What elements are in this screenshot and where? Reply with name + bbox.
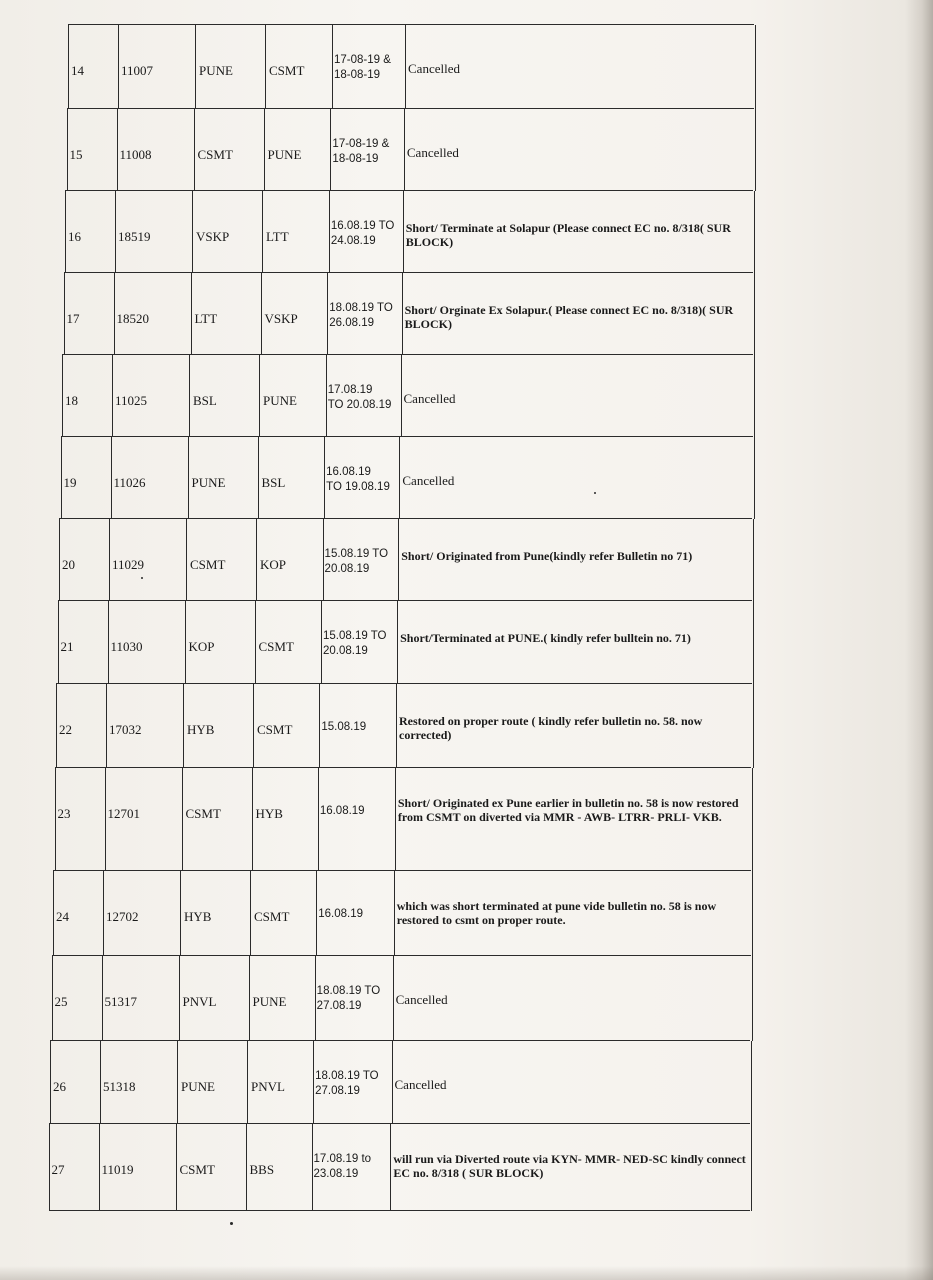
remarks-text: Short/ Orginate Ex Solapur.( Please connect EC no. 8/318)( SUR BLOCK) xyxy=(404,303,734,331)
serial-cell xyxy=(50,1041,101,1124)
from-station-cell xyxy=(182,768,253,871)
train-number-cell xyxy=(115,191,193,273)
from-station-text: PNVL xyxy=(182,994,217,1009)
to-station-text: KOP xyxy=(260,557,287,572)
remarks-cell xyxy=(395,768,753,871)
remarks-text: Short/ Originated from Pune(kindly refer Bulletin no 71) xyxy=(401,549,693,563)
date-cell xyxy=(318,768,396,871)
serial-text: 25 xyxy=(54,994,68,1009)
train-number-cell xyxy=(112,355,190,437)
from-station-text: CSMT xyxy=(179,1162,215,1177)
to-station-text: PUNE xyxy=(252,994,287,1009)
date-cell xyxy=(332,25,406,109)
table-row xyxy=(50,1040,750,1124)
to-station-cell xyxy=(247,1041,314,1124)
table-row xyxy=(49,1123,751,1211)
train-number-text: 11025 xyxy=(115,393,148,408)
serial-text: 20 xyxy=(62,557,75,572)
table-row xyxy=(64,272,754,355)
serial-cell xyxy=(52,956,103,1041)
from-station-cell xyxy=(194,109,265,191)
table-row xyxy=(59,518,752,601)
from-station-text: KOP xyxy=(188,639,215,654)
serial-cell xyxy=(59,519,110,601)
train-number-cell xyxy=(103,871,181,956)
table-row xyxy=(58,600,752,684)
serial-text: 17 xyxy=(66,311,80,326)
to-station-cell xyxy=(249,956,316,1041)
remarks-text: Short/ Originated ex Pune earlier in bulletin no. 58 is now restored from CSMT on diverted via MMR - AWB- LTRR- PRLI- VKB. xyxy=(397,796,739,824)
to-station-text: PUNE xyxy=(263,393,297,408)
serial-text: 19 xyxy=(63,475,77,490)
train-number-text: 18519 xyxy=(118,229,151,244)
date-text: 15.08.19 TO 20.08.19 xyxy=(324,548,389,575)
table-row xyxy=(53,870,751,956)
date-cell xyxy=(315,956,394,1041)
date-text: 16.08.19 TO 24.08.19 xyxy=(330,220,395,247)
serial-text: 16 xyxy=(68,229,81,244)
date-cell xyxy=(326,355,402,437)
train-number-cell xyxy=(105,768,183,871)
from-station-text: LTT xyxy=(194,311,218,326)
remarks-cell xyxy=(404,109,756,191)
remarks-text: Restored on proper route ( kindly refer bulletin no. 58. now corrected) xyxy=(399,714,703,742)
remarks-text: will run via Diverted route via KYN- MMR- NED-SC kindly connect EC no. 8/318 ( SUR BLOCK) xyxy=(393,1152,746,1180)
to-station-text: BBS xyxy=(249,1162,275,1177)
remarks-cell xyxy=(397,601,754,684)
train-number-text: 17032 xyxy=(109,722,142,737)
train-number-text: 11030 xyxy=(110,639,143,654)
train-number-cell xyxy=(102,956,180,1041)
date-cell xyxy=(312,1124,392,1211)
date-text: 17.08.19 to 23.08.19 xyxy=(313,1153,372,1180)
from-station-cell xyxy=(188,437,259,519)
train-number-cell xyxy=(106,684,184,768)
remarks-text: Cancelled xyxy=(394,1077,447,1092)
serial-cell xyxy=(61,437,112,519)
date-text: 16.08.19 TO 19.08.19 xyxy=(326,466,390,493)
date-text: 15.08.19 TO 20.08.19 xyxy=(322,630,387,657)
table-row xyxy=(62,354,753,437)
from-station-cell xyxy=(180,871,251,956)
to-station-text: CSMT xyxy=(269,63,305,78)
from-station-text: CSMT xyxy=(185,806,221,821)
serial-cell xyxy=(53,871,104,956)
table-bottom-border xyxy=(49,1210,751,1211)
serial-text: 14 xyxy=(71,63,84,78)
train-number-cell xyxy=(99,1124,177,1211)
to-station-text: VSKP xyxy=(264,311,298,326)
train-number-text: 12701 xyxy=(107,806,140,821)
date-cell xyxy=(329,191,404,273)
train-number-text: 11007 xyxy=(121,63,154,78)
remarks-cell xyxy=(399,437,754,519)
train-number-cell xyxy=(108,601,186,684)
to-station-cell xyxy=(259,355,327,437)
to-station-cell xyxy=(265,25,333,109)
serial-text: 27 xyxy=(51,1162,65,1177)
remarks-text: Cancelled xyxy=(403,391,456,406)
serial-text: 18 xyxy=(65,393,78,408)
date-cell xyxy=(319,684,397,768)
date-text: 18.08.19 TO 27.08.19 xyxy=(316,985,381,1012)
from-station-cell xyxy=(191,273,262,355)
serial-cell xyxy=(55,768,106,871)
table-row xyxy=(65,190,753,273)
serial-cell xyxy=(58,601,109,684)
remarks-text: Short/ Terminate at Solapur (Please connect EC no. 8/318( SUR BLOCK) xyxy=(405,221,731,249)
remarks-cell xyxy=(398,519,754,601)
table-row xyxy=(52,955,751,1041)
to-station-text: HYB xyxy=(255,806,283,821)
date-text: 16.08.19 xyxy=(318,908,364,920)
train-number-cell xyxy=(100,1041,178,1124)
date-text: 15.08.19 xyxy=(321,721,367,733)
date-cell xyxy=(316,871,395,956)
from-station-cell xyxy=(189,355,260,437)
remarks-cell xyxy=(401,355,755,437)
train-number-text: 11008 xyxy=(119,147,152,162)
to-station-text: CSMT xyxy=(254,909,290,924)
train-number-cell xyxy=(111,437,189,519)
from-station-cell xyxy=(176,1124,247,1211)
remarks-text: Cancelled xyxy=(406,145,459,160)
serial-cell xyxy=(67,109,118,191)
remarks-text: which was short terminated at pune vide bulletin no. 58 is now restored to csmt on proper route. xyxy=(396,899,717,927)
serial-text: 26 xyxy=(53,1079,66,1094)
train-number-text: 11019 xyxy=(101,1162,134,1177)
remarks-cell xyxy=(405,25,756,109)
from-station-text: VSKP xyxy=(196,229,230,244)
to-station-cell xyxy=(262,191,330,273)
date-cell xyxy=(330,109,404,191)
serial-cell xyxy=(49,1124,100,1211)
date-cell xyxy=(327,273,402,355)
from-station-cell xyxy=(192,191,263,273)
to-station-cell xyxy=(261,273,329,355)
serial-cell xyxy=(62,355,113,437)
table-row xyxy=(67,108,754,191)
to-station-text: LTT xyxy=(266,229,289,244)
table-row xyxy=(61,436,753,519)
date-cell xyxy=(323,519,400,601)
serial-cell xyxy=(56,684,107,768)
date-cell xyxy=(321,601,398,684)
train-number-cell xyxy=(114,273,192,355)
serial-cell xyxy=(64,273,115,355)
ink-speck xyxy=(230,1222,233,1225)
to-station-text: BSL xyxy=(261,475,286,490)
date-text: 17-08-19 & 18-08-19 xyxy=(332,138,390,165)
to-station-cell xyxy=(255,601,322,684)
serial-text: 21 xyxy=(60,639,74,654)
serial-text: 24 xyxy=(56,909,69,924)
to-station-cell xyxy=(250,871,317,956)
remarks-cell xyxy=(394,871,753,956)
date-text: 16.08.19 xyxy=(319,805,365,817)
train-number-cell xyxy=(117,109,195,191)
remarks-cell xyxy=(390,1124,752,1211)
from-station-cell xyxy=(177,1041,248,1124)
remarks-text: Cancelled xyxy=(395,992,448,1007)
remarks-cell xyxy=(392,1041,753,1124)
train-number-text: 12702 xyxy=(106,909,139,924)
train-number-cell xyxy=(109,519,187,601)
to-station-cell xyxy=(246,1124,313,1211)
from-station-cell xyxy=(186,519,257,601)
from-station-text: CSMT xyxy=(197,147,233,162)
table-row xyxy=(56,683,752,768)
remarks-text: Short/Terminated at PUNE.( kindly refer bulltein no. 71) xyxy=(400,631,691,645)
serial-cell xyxy=(68,25,119,109)
date-text: 18.08.19 TO 27.08.19 xyxy=(315,1070,379,1097)
to-station-text: PNVL xyxy=(251,1079,285,1094)
to-station-cell xyxy=(252,768,319,871)
from-station-text: HYB xyxy=(187,722,215,737)
to-station-cell xyxy=(258,437,326,519)
train-number-text: 18520 xyxy=(116,311,149,326)
train-number-text: 11026 xyxy=(113,475,146,490)
remarks-cell xyxy=(402,273,755,355)
from-station-text: PUNE xyxy=(191,475,226,490)
from-station-text: BSL xyxy=(193,393,217,408)
table-row xyxy=(68,24,754,109)
from-station-text: HYB xyxy=(184,909,212,924)
page-edge-shadow xyxy=(905,0,933,1280)
from-station-text: PUNE xyxy=(181,1079,215,1094)
from-station-text: CSMT xyxy=(190,557,226,572)
train-number-cell xyxy=(118,25,196,109)
date-cell xyxy=(313,1041,392,1124)
train-number-text: 51318 xyxy=(103,1079,136,1094)
date-cell xyxy=(324,437,400,519)
to-station-cell xyxy=(264,109,332,191)
from-station-cell xyxy=(185,601,256,684)
date-text: 18.08.19 TO 26.08.19 xyxy=(329,302,393,329)
table-row xyxy=(55,767,752,871)
to-station-cell xyxy=(256,519,324,601)
date-text: 17.08.19 TO 20.08.19 xyxy=(327,384,392,411)
from-station-cell xyxy=(179,956,250,1041)
remarks-text: Cancelled xyxy=(402,473,455,488)
remarks-text: Cancelled xyxy=(408,61,460,76)
remarks-cell xyxy=(403,191,756,273)
serial-text: 23 xyxy=(57,806,71,821)
from-station-cell xyxy=(195,25,266,109)
remarks-cell xyxy=(396,684,754,768)
train-number-text: 51317 xyxy=(104,994,137,1009)
remarks-cell xyxy=(393,956,753,1041)
to-station-text: CSMT xyxy=(257,722,293,737)
serial-text: 15 xyxy=(69,147,83,162)
page-bottom-shadow xyxy=(0,1266,933,1280)
from-station-text: PUNE xyxy=(199,63,233,78)
train-number-text: 11029 xyxy=(112,557,145,572)
to-station-cell xyxy=(253,684,320,768)
to-station-text: CSMT xyxy=(258,639,294,654)
date-text: 17-08-19 & 18-08-19 xyxy=(334,54,391,81)
to-station-text: PUNE xyxy=(267,147,302,162)
serial-text: 22 xyxy=(59,722,72,737)
from-station-cell xyxy=(183,684,254,768)
serial-cell xyxy=(65,191,116,273)
